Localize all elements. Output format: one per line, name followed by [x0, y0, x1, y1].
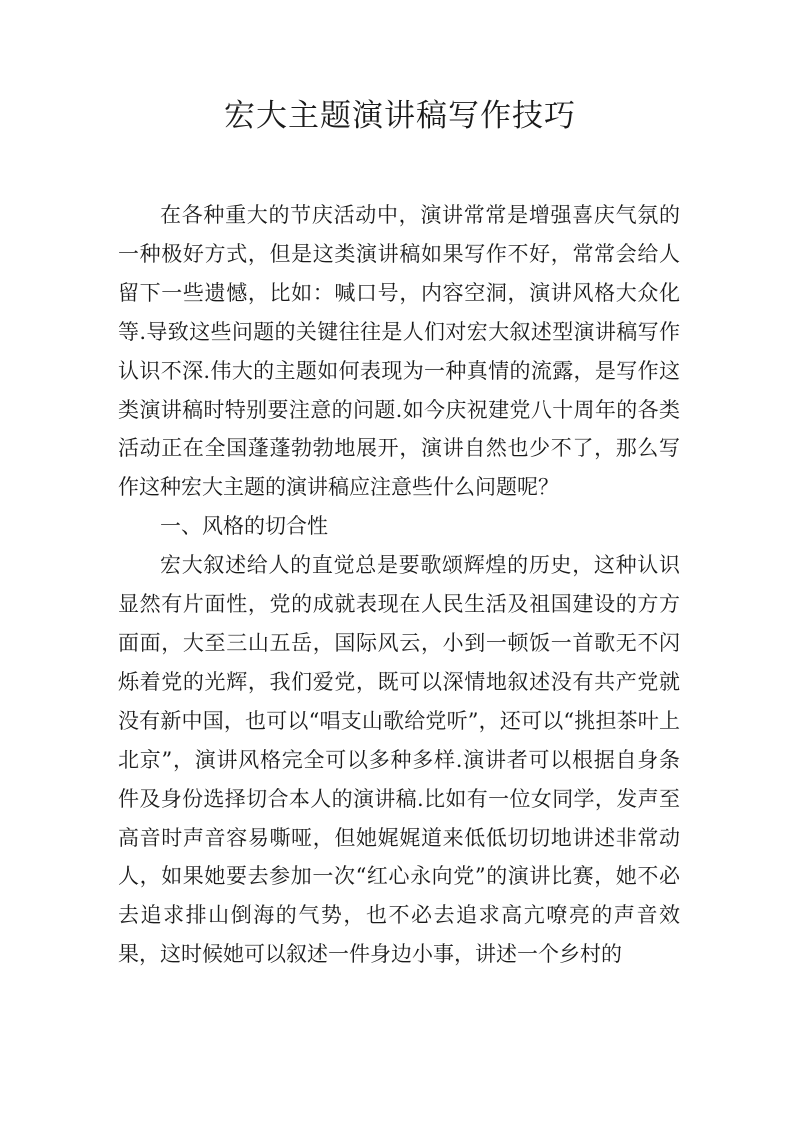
section-heading-style-fit: 一、风格的切合性: [160, 514, 328, 539]
document-title: 宏大主题演讲稿写作技巧: [224, 98, 576, 134]
document-body: [118, 196, 680, 974]
paragraph-style-fit: 宏大叙述给人的直觉总是要歌颂辉煌的历史，这种认识显然有片面性，党的成就表现在人民生活及祖国建设的方方面面，大至三山五岳，国际风云，小到一顿饭一首歌无不闪烁着党的光辉，我们爱党，既可以深情地叙述没有共产党就没有新中国，也可以“唱支山歌给党听”，还可以“挑担茶叶上北京”，演讲风格完全可以多种多样.演讲者可以根据自身条件及身份选择切合本人的演讲稿.比如有一位女同学，发声至高音时声音容易嘶哑，但她娓娓道来低低切切地讲述非常动人，如果她要去参加一次“红心永向党”的演讲比赛，她不必去追求排山倒海的气势，也不必去追求高亢嘹亮的声音效果，这时候她可以叙述一件身边小事，讲述一个乡村的: [118, 553, 680, 967]
paragraph-intro: 在各种重大的节庆活动中，演讲常常是增强喜庆气氛的一种极好方式，但是这类演讲稿如果写作不好，常常会给人留下一些遗憾，比如：喊口号，内容空洞，演讲风格大众化等.导致这些问题的关键往往是人们对宏大叙述型演讲稿写作认识不深.伟大的主题如何表现为一种真情的流露，是写作这类演讲稿时特别要注意的问题.如今庆祝建党八十周年的各类活动正在全国蓬蓬勃勃地展开，演讲自然也少不了，那么写作这种宏大主题的演讲稿应注意些什么问题呢？: [118, 203, 680, 500]
